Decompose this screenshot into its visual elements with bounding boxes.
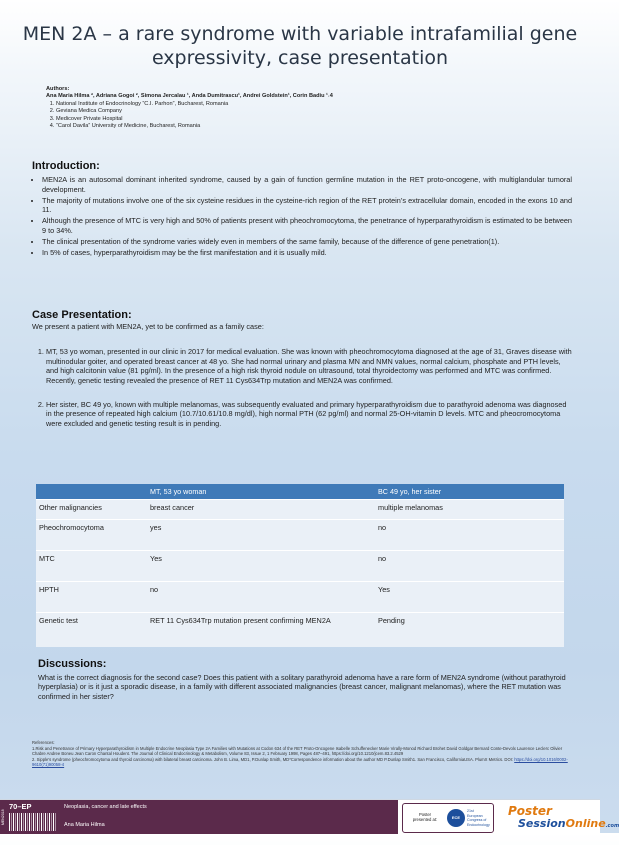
- introduction-bullet: • MEN2A is an autosomal dominant inherited syndrome, caused by a gain of function germline mutation in the RET proto-oncogene, with multiglandular tumoral development.: [42, 175, 572, 194]
- table-cell: Genetic test: [39, 616, 78, 625]
- congress-logo-subtitle: 21st European Congress of Endocrinology: [467, 809, 490, 827]
- table-cell: RET 11 Cys634Trp mutation present confirming MEN2A: [150, 616, 331, 625]
- brand-suffix: .com: [605, 823, 619, 829]
- poster-topic: Neoplasia, cancer and late effects: [64, 804, 147, 810]
- poster-code-box: [0, 800, 60, 834]
- discussion-text: What is the correct diagnosis for the second case? Does this patient with a solitary parathyroid adenoma have a rare form of MEN2A syndrome (without parathyroid hyperplasia) or is it just a sporadic disease, in a family with different associated malignancies (breast cancer, malignant melanomas), where the RET mutation was confirmed in her sister?: [38, 672, 566, 701]
- table-cell: Pending: [378, 616, 405, 625]
- brand-online: Online: [565, 817, 606, 830]
- table-cell: no: [150, 585, 159, 594]
- introduction-bullet: • In 5% of cases, hyperparathyroidism may be the first manifestation and it is usually mild.: [42, 248, 572, 258]
- poster-session-online-logo[interactable]: [496, 804, 619, 832]
- affiliation-item: 2. Geviana Medica Company: [56, 108, 546, 115]
- brand-session: Session: [518, 817, 566, 830]
- table-cell: no: [378, 523, 387, 532]
- discussion-heading: Discussions:: [38, 658, 107, 670]
- case-item-1: 1. MT, 53 yo woman, presented in our clinic in 2017 for medical evaluation. She was known with pheochromocytoma diagnosed at the age of 31, Graves disease with multinodular goiter, and operated breast cancer at 48 yo. She had normal urinary and plasma MN and NMN values, normal calcium, phosphate and PTH levels, and high calcitonin value (81 pg/ml). In the presence of a high risk thyroid nodule on ultrasound, total thyroidectomy was performed and MTC was confirmed. Recently, genetic testing revealed the presence of RET 11 Cys634Trp mutation and MEN2A was confirmed.: [46, 347, 572, 385]
- case-intro: We present a patient with MEN2A, yet to be confirmed as a family case:: [32, 321, 264, 331]
- authors-label: Authors:: [46, 86, 70, 92]
- presented-at-box: [402, 803, 494, 838]
- table-row: [36, 520, 564, 551]
- brand-poster: Poster: [508, 804, 552, 818]
- introduction-list: [32, 175, 572, 258]
- introduction-bullet: • The majority of mutations involve one of the six cysteine residues in the cysteine-rich region of the RET protein’s extracellular domain, encoded in the exons 10 and 11.: [42, 196, 572, 215]
- barcode-icon: [9, 813, 57, 831]
- table-cell: yes: [150, 523, 162, 532]
- introduction-section: [32, 160, 572, 259]
- table-row: [36, 582, 564, 613]
- table-cell: Yes: [150, 554, 162, 563]
- case-item-2: 2. Her sister, BC 49 yo, known with multiple melanomas, was subsequently evaluated and primary hyperparathyroidism due to parathyroid adenoma was diagnosed in the presence of repeated high calcium (10.7/10.61/10.8 mg/dl), high normal PTH (62 pg/ml) and normal 25-OH-vitamin D levels. MTC and pheocromocytoma were excluded and genetic testing result is in pending.: [46, 400, 572, 429]
- case-list: [32, 347, 572, 428]
- poster-author: Ana Maria Hilma: [64, 822, 105, 828]
- comparison-table: [36, 484, 564, 647]
- congress-logo-icon: ECE 2019: [447, 809, 465, 827]
- table-cell: Other malignancies: [39, 503, 102, 512]
- table-cell: Yes: [378, 585, 390, 594]
- authors-block: [46, 86, 546, 130]
- references-section: [32, 740, 572, 768]
- table-header-empty: [36, 484, 147, 500]
- affiliation-item: 3. Medicover Private Hospital: [56, 116, 546, 123]
- affiliation-item: 4. “Carol Davila” University of Medicine, Bucharest, Romania: [56, 123, 546, 130]
- table-cell: Pheochromocytoma: [39, 523, 104, 532]
- presented-at-label: Poster presented at:: [412, 812, 438, 822]
- table-row: [36, 613, 564, 648]
- discussion-section: [38, 660, 568, 701]
- table-cell: multiple melanomas: [378, 503, 443, 512]
- references-label: References:: [32, 740, 55, 745]
- table-cell: no: [378, 554, 387, 563]
- introduction-bullet: • The clinical presentation of the syndrome varies widely even in members of the same family, because of the difference of gene penetration(1).: [42, 237, 572, 247]
- table-row: [36, 500, 564, 520]
- reference-2: [32, 757, 572, 768]
- table-header-patient-1: MT, 53 yo woman: [147, 484, 375, 500]
- case-presentation-section: [32, 311, 572, 442]
- table-header-patient-2: BC 49 yo, her sister: [375, 484, 564, 500]
- poster-title: MEN 2A – a rare syndrome with variable intrafamilial gene expressivity, case presentation: [22, 23, 578, 69]
- table-cell: breast cancer: [150, 503, 195, 512]
- table-row: [36, 551, 564, 582]
- case-presentation-heading: Case Presentation:: [32, 309, 132, 321]
- side-code: MEN2018: [1, 809, 5, 825]
- reference-2-doi-link[interactable]: https://doi.org/10.1016/0002-9610(71)90058-4: [32, 756, 568, 768]
- table-header-row: [36, 484, 564, 500]
- poster-footer: [0, 799, 619, 838]
- reference-1: 1.Risk and Penetrance of Primary Hyperparathyroidism in Multiple Endocrine Neoplasia Type 2A Families with Mutations at Codon 634 of the RET Proto-Oncogene Isabelle Schuffenecker Marie Virally-Monod Richard Brohet David Goldgar Bernard Conte-Devolx Laurence Leclerc Olivier Chabre Andree Boneu Jean Caron Chantal Houdent. The Journal of Clinical Endocrinology & Metabolism, Volume 83, Issue 2, 1 February 1998, Pages 487–491, https://doi.org/10.1210/jcem.83.2.4529: [32, 745, 563, 757]
- affiliation-list: [46, 101, 546, 131]
- poster-code: 70–EP: [9, 802, 32, 811]
- introduction-heading: Introduction:: [32, 160, 100, 172]
- affiliation-item: 1. National Institute of Endocrinology “C.I. Parhon”, Bucharest, Romania: [56, 101, 546, 108]
- introduction-bullet: • Although the presence of MTC is very high and 50% of patients present with pheochromocytoma, the penetrance of hyperparathyroidism is estimated to be between 9 to 34%.: [42, 216, 572, 235]
- brand-session-online: [518, 817, 619, 830]
- topic-bar: [60, 800, 398, 834]
- table-cell: MTC: [39, 554, 55, 563]
- reference-2-text: 2. Sipple's syndrome (pheochromocytoma and thyroid carcinoma) with bilateral breast carcinoma. John B. Lima, MD1, P.Dunlap Smith, MD*Correspondence information about the author MD P.Dunlap Smith1. San Francisco, CaliforniaUSA. PlumX Metrics. DOI:: [32, 756, 515, 762]
- author-names: Ana Maria Hilma ², Adriana Gogoi ², Simona Jercalau ¹, Anda Dumitrascu¹, Andrei Goldstein¹, Corin Badiu ¹˒4: [46, 93, 333, 100]
- table-cell: HPTH: [39, 585, 59, 594]
